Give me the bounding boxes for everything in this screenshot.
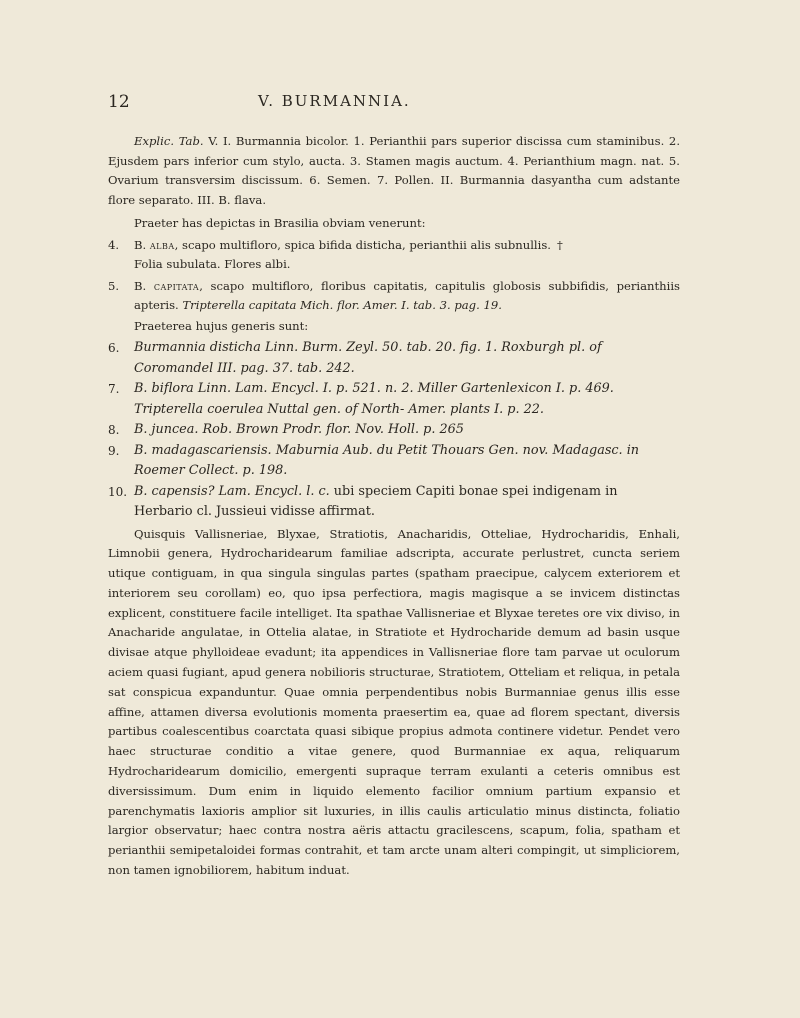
species-note: Folia subulata. Flores albi. bbox=[134, 257, 291, 271]
explanation-label: Explic. Tab. bbox=[134, 134, 204, 148]
entry-number: 7. bbox=[108, 382, 120, 396]
running-head: V. BURMANNIA. bbox=[258, 92, 411, 110]
entry-text: Burmannia disticha Linn. Burm. Zeyl. 50. tab. 20. fig. 1. Roxburgh pl. of Coromandel III. pag. 37. tab. 242. bbox=[134, 340, 602, 376]
species-entry-7 bbox=[108, 379, 680, 420]
species-entry-8 bbox=[108, 420, 680, 441]
species-entry-9 bbox=[108, 441, 680, 482]
entry-text: B. madagascariensis. Maburnia Aub. du Petit Thouars Gen. nov. Madagasc. in Roemer Collect. p. 198. bbox=[134, 442, 640, 478]
entry-text: ubi speciem Capiti bonae spei indigenam in Herbario cl. Jussieui vidisse affirmat. bbox=[134, 483, 618, 519]
species-entry-4 bbox=[108, 236, 680, 256]
species-entry-10 bbox=[108, 482, 680, 523]
intro-line: Praeter has depictas in Brasilia obviam venerunt: bbox=[134, 216, 426, 230]
citation: Tripterella capitata Mich. flor. Amer. I. tab. 3. pag. 19. bbox=[182, 298, 502, 312]
entry-number: 5. bbox=[108, 278, 120, 293]
diagnosis: , scapo multifloro, spica bifida disticha, perianthii alis subnullis. bbox=[174, 237, 551, 252]
entry-number: 9. bbox=[108, 443, 120, 458]
explanation-text: V. I. Burmannia bicolor. 1. Perianthii pars superior discissa cum staminibus. 2. Ejusdem pars inferior cum stylo, aucta. 3. Stamen magis auctum. 4. Perianthium magn. nat. 5. Ovarium transversim discissum. 6. Semen. 7. Pollen. II. Burmannia dasyantha cum adstante flore separato. III. B. flava. bbox=[108, 134, 680, 207]
discussion-paragraph: Quisquis Vallisneriae, Blyxae, Stratiotis, Anacharidis, Otteliae, Hydrocharidis, Enhali, Limnobii genera, Hydrocharidearum familiae adscripta, accurate perlustret, cuncta seriem utique contiguam, in qua singula singulas partes (spatham praecipue, calycem exteriorem et interiorem seu corollam) eo, quo ipsa perfectiora, magis magisque a se invicem distinctas explicent, constituere facile intelliget. Ita spathae Vallisneriae et Blyxae teretes ore vix diviso, in Anacharide angulatae, in Ottelia alatae, in Stratiote et Hydrocharide demum ad basin usque divisae atque phylloideae evadunt; ita appendices in Vallisneriae flore tam parvae ut oculorum aciem quasi fugiant, apud genera nobilioris structurae, Stratiotem, Otteliam et reliqua, in petala sat conspicua expanduntur. Quae omnia perpendentibus nobis Burmanniae genus illis esse affine, attamen diversa evolutionis momenta praesertim ea, quae ad florem spectant, diversis partibus coalescentibus coarctata quasi sibique propius admota continere videtur. Pendet vero haec structurae conditio a vitae genere, quod Burmanniae ex aqua, reliquarum Hydrocharidearum domicilio, emergenti supraque terram exulanti a ceteris omnibus est diversissimum. Dum enim in liquido elemento facilior omnium partium expansio et parenchymatis laxioris amplior sit luxuries, in illis caulis articulatio minus distincta, foliatio largior observatur; haec contra nostra aëris attactu gracilescens, scapum, folia, spatham et perianthii semipetaloidei formas contrahit, et tam arcte unam alteri compingit, ut simpliciorem, non tamen ignobiliorem, habitum induat. bbox=[108, 526, 680, 878]
species-entry-5 bbox=[108, 277, 680, 316]
entry-number: 6. bbox=[108, 341, 120, 355]
species-entry-6 bbox=[108, 338, 680, 379]
species-name: alba bbox=[149, 237, 175, 252]
entry-text: B. biflora Linn. Lam. Encycl. I. p. 521. n. 2. Miller Gartenlexicon I. p. 469. Tripterella coerulea Nuttal gen. of North- Amer. plants I. p. 22. bbox=[134, 381, 614, 417]
diagnosis: , scapo multifloro, floribus capitatis, capitulis globosis subbifidis, perianthiis apteris. bbox=[134, 278, 680, 312]
plate-explanation bbox=[108, 132, 680, 210]
section-intro: Praeterea hujus generis sunt: bbox=[134, 318, 309, 333]
page-header bbox=[108, 92, 678, 114]
citation: B. capensis? Lam. Encycl. l. c. bbox=[134, 483, 330, 499]
page-number: 12 bbox=[108, 92, 130, 112]
entry-number: 8. bbox=[108, 423, 120, 437]
genus: B. bbox=[134, 278, 147, 293]
genus: B. bbox=[134, 237, 147, 252]
body-text bbox=[108, 132, 680, 881]
species-name: capitata bbox=[153, 278, 200, 293]
entry-number: 4. bbox=[108, 237, 120, 252]
entry-text: B. juncea. Rob. Brown Prodr. flor. Nov. Holl. p. 265 bbox=[134, 422, 464, 437]
entry-number: 10. bbox=[108, 484, 128, 499]
dagger-mark: † bbox=[556, 237, 563, 252]
